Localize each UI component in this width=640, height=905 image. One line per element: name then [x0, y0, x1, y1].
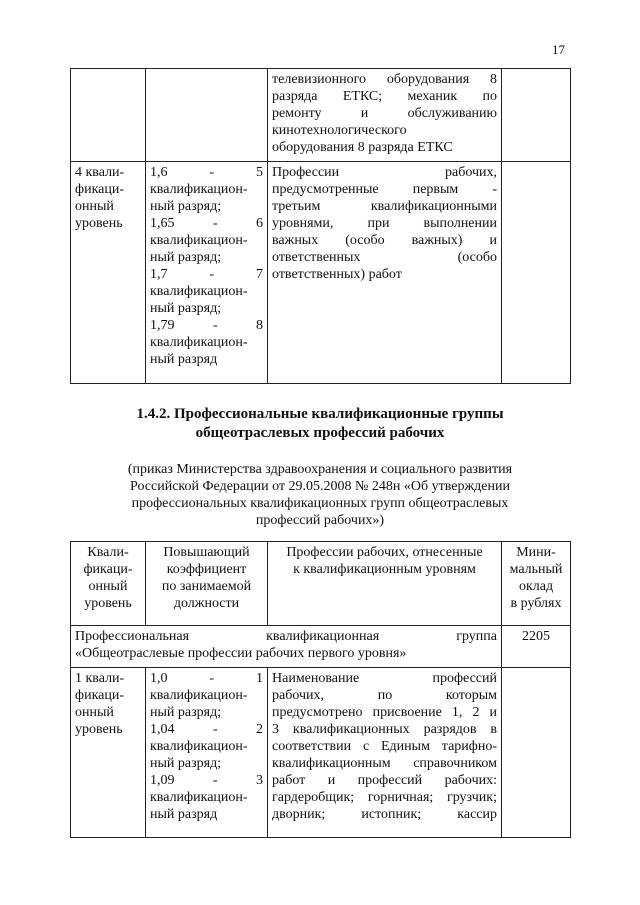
coef-value: 1,04: [150, 722, 175, 737]
profession-line: дворник; истопник; кассир: [272, 807, 497, 822]
coef-cell: [146, 69, 268, 162]
coef-value: 1,09: [150, 773, 175, 788]
header-line: к квалификационным уровням: [293, 562, 476, 577]
coef-text: квалификацион-: [150, 335, 248, 350]
profession-line: работ и профессий рабочих:: [272, 773, 497, 788]
group-name-cell: [71, 626, 502, 668]
coef-text: ный разряд: [150, 352, 218, 367]
header-line: в рублях: [510, 596, 562, 611]
header-line: Профессии рабочих, отнесенные: [286, 545, 483, 560]
profession-line: рабочих, по которым: [272, 688, 497, 703]
coef-text: ный разряд: [150, 807, 218, 822]
table-row: [71, 668, 571, 838]
coef-text: ный разряд;: [150, 705, 222, 720]
table-continuation: [70, 68, 571, 384]
page-number: 17: [552, 42, 565, 57]
rank-number: 5: [255, 165, 263, 180]
profession-line: кинотехнологического: [272, 123, 407, 138]
coef-dash: -: [209, 165, 215, 180]
header-line: фикаци-: [83, 562, 133, 577]
coef-text: ный разряд;: [150, 301, 222, 316]
section-heading: 1.4.2. Профессиональные квалификационные группы общеотраслевых профессий рабочих: [136, 406, 504, 441]
table-row: [71, 162, 571, 384]
profession-line: 3 квалификационных разрядов в: [272, 722, 497, 737]
coef-dash: -: [209, 671, 215, 686]
level-line: уровень: [75, 216, 123, 231]
coef-text: квалификацион-: [150, 182, 248, 197]
professions-cell: [268, 162, 502, 384]
level-line: фикаци-: [75, 182, 125, 197]
order-reference: (приказ Министерства здравоохранения и социального развития Российской Федерации от 29.05.2008 № 248н «Об утверждении профессиональных квалификационных групп общеотраслевых профессий рабочих»): [127, 462, 513, 528]
level-line: 4 квали-: [75, 165, 125, 180]
level-line: онный: [75, 705, 114, 720]
coef-value-row: [150, 772, 263, 789]
level-cell: [71, 69, 146, 162]
coef-text: квалификацион-: [150, 688, 248, 703]
coef-dash: -: [212, 216, 218, 231]
coef-value-row: [150, 317, 263, 334]
coef-text: ный разряд;: [150, 756, 222, 771]
coef-dash: -: [209, 267, 215, 282]
coef-dash: -: [212, 722, 218, 737]
header-coef: [146, 542, 268, 626]
professions-cell: [268, 668, 502, 838]
coef-value-row: [150, 670, 263, 687]
coef-value-row: [150, 721, 263, 738]
coef-value-row: [150, 164, 263, 181]
coef-value: 1,0: [150, 671, 168, 686]
coef-value: 1,7: [150, 267, 168, 282]
profession-line: предусмотрено присвоение 1, 2 и: [272, 705, 497, 720]
header-line: онный: [88, 579, 128, 594]
header-level: [71, 542, 146, 626]
header-line: должности: [173, 596, 240, 611]
coef-text: квалификацион-: [150, 790, 248, 805]
coef-cell: [146, 668, 268, 838]
rank-number: 8: [255, 318, 263, 333]
level-line: фикаци-: [75, 688, 125, 703]
profession-line: соответствии с Единым тарифно-: [272, 739, 497, 754]
coef-value-row: [150, 266, 263, 283]
table-qualification-groups: [70, 541, 571, 838]
coef-text: квалификацион-: [150, 739, 248, 754]
coef-value: 1,6: [150, 165, 168, 180]
profession-line: ответственных (особо: [272, 250, 497, 265]
header-line: Квали-: [87, 545, 129, 560]
header-line: коэффициент: [166, 562, 247, 577]
header-salary: [502, 542, 571, 626]
profession-line: уровнями, при выполнении: [272, 216, 497, 231]
header-line: мальный: [509, 562, 563, 577]
coef-cell: [146, 162, 268, 384]
profession-line: ответственных) работ: [272, 267, 402, 282]
coef-text: квалификацион-: [150, 233, 248, 248]
coef-value: 1,79: [150, 318, 175, 333]
salary-cell: [502, 668, 571, 838]
coef-dash: -: [212, 773, 218, 788]
level-line: онный: [75, 199, 114, 214]
coef-text: квалификацион-: [150, 284, 248, 299]
header-professions: [268, 542, 502, 626]
profession-line: Профессии рабочих,: [272, 165, 497, 180]
profession-line: предусмотренные первым -: [272, 182, 497, 197]
group-row: [71, 626, 571, 668]
coef-text: ный разряд;: [150, 199, 222, 214]
group-name-line1: Профессиональная квалификационная группа: [75, 629, 497, 644]
header-line: оклад: [518, 579, 554, 594]
header-line: Мини-: [516, 545, 556, 560]
profession-line: разряда ЕТКС; механик по: [272, 89, 497, 104]
profession-line: третьим квалификационными: [272, 199, 497, 214]
coef-dash: -: [212, 318, 218, 333]
group-salary: 2205: [502, 626, 571, 668]
salary-cell: [502, 69, 571, 162]
profession-line: важных (особо важных) и: [272, 233, 497, 248]
level-line: 1 квали-: [75, 671, 125, 686]
group-name-line2: «Общеотраслевые профессии рабочих первого уровня»: [75, 646, 407, 661]
table-row: [71, 69, 571, 162]
level-cell: [71, 162, 146, 384]
table-header-row: [71, 542, 571, 626]
header-line: уровень: [84, 596, 132, 611]
rank-number: 3: [255, 773, 263, 788]
coef-text: ный разряд;: [150, 250, 222, 265]
profession-line: квалификационным справочником: [272, 756, 497, 771]
level-cell: [71, 668, 146, 838]
profession-line: Наименование профессий: [272, 671, 497, 686]
header-line: Повышающий: [163, 545, 250, 560]
coef-value: 1,65: [150, 216, 175, 231]
salary-cell: [502, 162, 571, 384]
professions-cell: [268, 69, 502, 162]
level-line: уровень: [75, 722, 123, 737]
profession-line: оборудования 8 разряда ЕТКС: [272, 140, 453, 155]
profession-line: телевизионного оборудования 8: [272, 72, 497, 87]
coef-value-row: [150, 215, 263, 232]
profession-line: ремонту и обслуживанию: [272, 106, 497, 121]
profession-line: гардеробщик; горничная; грузчик;: [272, 790, 497, 805]
rank-number: 1: [255, 671, 263, 686]
rank-number: 7: [255, 267, 263, 282]
rank-number: 2: [255, 722, 263, 737]
rank-number: 6: [255, 216, 263, 231]
header-line: по занимаемой: [161, 579, 252, 594]
